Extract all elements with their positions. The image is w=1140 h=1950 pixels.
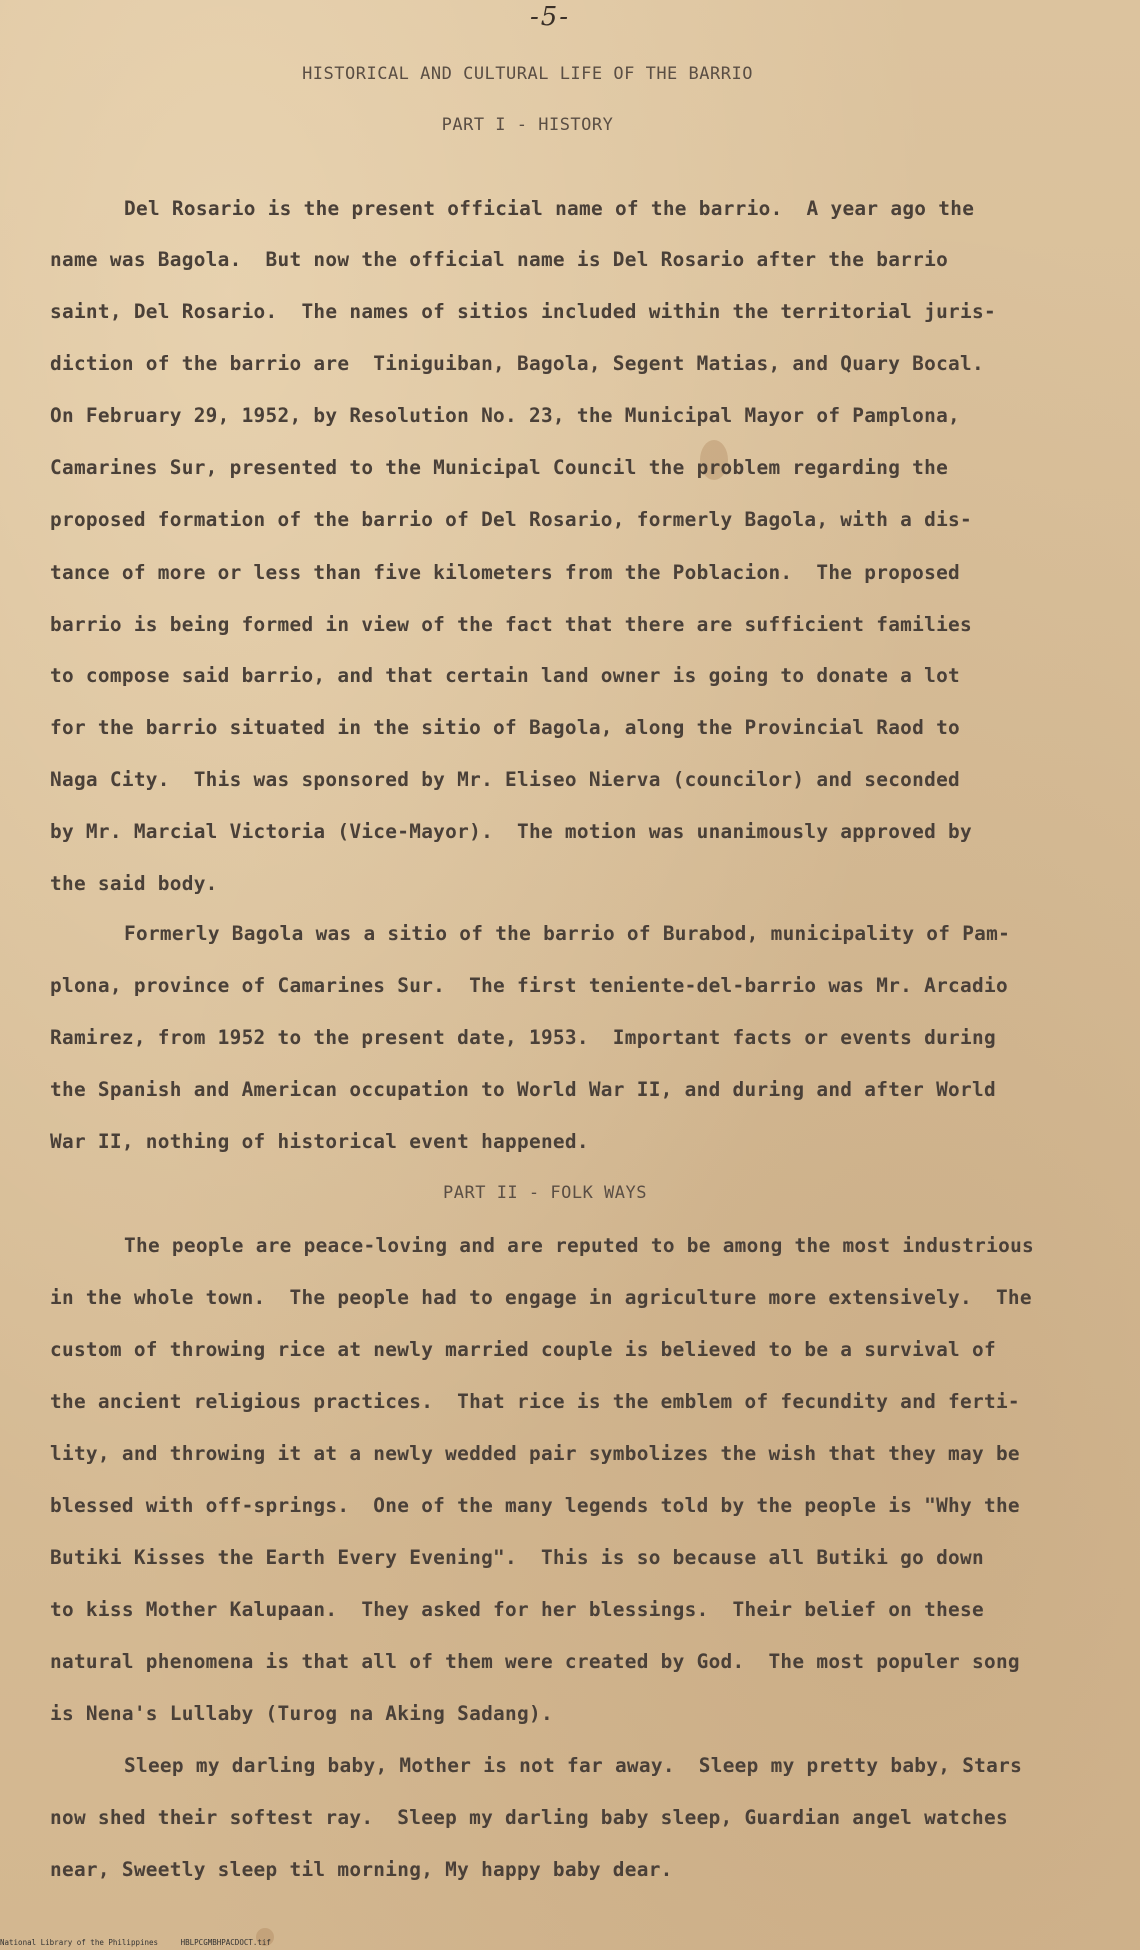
text-line: Ramirez, from 1952 to the present date, 1953. Important facts or events during [50, 1026, 996, 1049]
text-line: blessed with off-springs. One of the many legends told by the people is "Why the [50, 1494, 1020, 1517]
text-line: On February 29, 1952, by Resolution No. 23, the Municipal Mayor of Pamplona, [50, 404, 961, 427]
part2-heading: PART II - FOLK WAYS [443, 1183, 647, 1203]
text-line: near, Sweetly sleep til morning, My happy baby dear. [50, 1858, 673, 1881]
text-line: diction of the barrio are Tiniguiban, Bagola, Segent Matias, and Quary Bocal. [50, 352, 984, 375]
text-line: saint, Del Rosario. The names of sitios included within the territorial juris- [50, 300, 996, 323]
text-line: Butiki Kisses the Earth Every Evening". This is so because all Butiki go down [50, 1546, 984, 1569]
text-line: name was Bagola. But now the official name is Del Rosario after the barrio [50, 248, 949, 271]
document-title: HISTORICAL AND CULTURAL LIFE OF THE BARRIO [302, 64, 753, 84]
text-line: plona, province of Camarines Sur. The first teniente-del-barrio was Mr. Arcadio [50, 974, 1008, 997]
text-line: tance of more or less than five kilometers from the Poblacion. The proposed [50, 561, 961, 584]
text-line: in the whole town. The people had to engage in agriculture more extensively. The [50, 1286, 1032, 1309]
text-line: the Spanish and American occupation to World War II, and during and after World [50, 1078, 996, 1101]
text-line: to kiss Mother Kalupaan. They asked for her blessings. Their belief on these [50, 1598, 984, 1621]
text-line: is Nena's Lullaby (Turog na Aking Sadang). [50, 1702, 553, 1725]
text-line: Camarines Sur, presented to the Municipal Council the problem regarding the [50, 456, 949, 479]
text-line: Formerly Bagola was a sitio of the barrio of Burabod, municipality of Pam- [124, 922, 1011, 945]
text-line: Del Rosario is the present official name of the barrio. A year ago the [124, 197, 975, 220]
text-line: Sleep my darling baby, Mother is not far away. Sleep my pretty baby, Stars [124, 1754, 1023, 1777]
text-line: for the barrio situated in the sitio of Bagola, along the Provincial Raod to [50, 716, 961, 739]
text-line: proposed formation of the barrio of Del Rosario, formerly Bagola, with a dis- [50, 508, 973, 531]
text-line: to compose said barrio, and that certain land owner is going to donate a lot [50, 664, 961, 687]
text-line: War II, nothing of historical event happened. [50, 1130, 589, 1153]
text-line: the said body. [50, 872, 218, 895]
page-number: -5- [529, 2, 571, 32]
text-line: now shed their softest ray. Sleep my darling baby sleep, Guardian angel watches [50, 1806, 1008, 1829]
text-line: the ancient religious practices. That rice is the emblem of fecundity and ferti- [50, 1390, 1020, 1413]
archive-footer: National Library of the Philippines HBLPCGMBHPACDOCT.tif [0, 1938, 271, 1947]
text-line: custom of throwing rice at newly married couple is believed to be a survival of [50, 1338, 996, 1361]
text-line: lity, and throwing it at a newly wedded pair symbolizes the wish that they may be [50, 1442, 1020, 1465]
part1-heading: PART I - HISTORY [441, 115, 614, 135]
text-line: natural phenomena is that all of them were created by God. The most populer song [50, 1650, 1020, 1673]
text-line: Naga City. This was sponsored by Mr. Eliseo Nierva (councilor) and seconded [50, 768, 961, 791]
text-line: The people are peace-loving and are reputed to be among the most industrious [124, 1234, 1035, 1257]
text-line: by Mr. Marcial Victoria (Vice-Mayor). The motion was unanimously approved by [50, 820, 973, 843]
text-line: barrio is being formed in view of the fact that there are sufficient families [50, 613, 973, 636]
